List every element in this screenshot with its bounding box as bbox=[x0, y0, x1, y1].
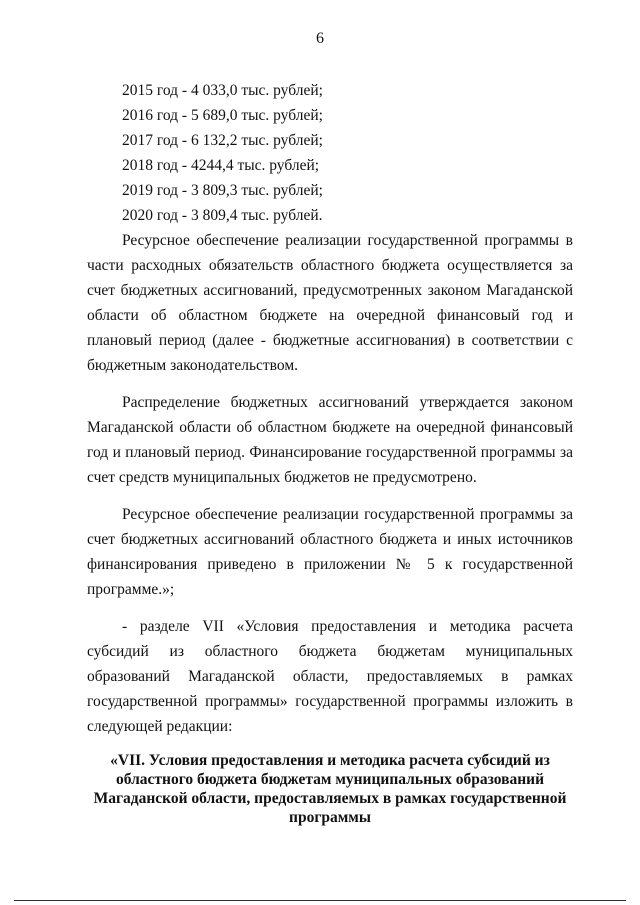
paragraph-section-amendment: - разделе VII «Условия предоставления и методика расчета субсидий из областного бюджета бюджетам муниципальных образований Магаданской области, предоставляемых в рамках государственной программы» государственной программы изложить в следующей редакции: bbox=[87, 618, 573, 735]
funding-year-item: 2015 год - 4 033,0 тыс. рублей; bbox=[122, 82, 323, 99]
funding-year-item: 2020 год - 3 809,4 тыс. рублей. bbox=[122, 207, 323, 224]
funding-year-item: 2017 год - 6 132,2 тыс. рублей; bbox=[122, 132, 323, 149]
funding-year-item: 2016 год - 5 689,0 тыс. рублей; bbox=[122, 107, 323, 124]
section-heading: «VII. Условия предоставления и методика расчета субсидий из областного бюджета бюджетам муниципальных образований Магаданской области, предоставляемых в рамках государственной программы bbox=[93, 752, 567, 826]
paragraph-appendix-reference: Ресурсное обеспечение реализации государственной программы за счет бюджетных ассигнований областного бюджета и иных источников финансирования приведено в приложении № 5 к государственной программе.»; bbox=[87, 506, 573, 598]
funding-by-year-list bbox=[87, 78, 573, 228]
paragraph-budget-distribution: Распределение бюджетных ассигнований утверждается законом Магаданской области об областном бюджете на очередной финансовый год и плановый период. Финансирование государственной программы за счет средств муниципальных бюджетов не предусмотрено. bbox=[87, 394, 573, 486]
footer-divider bbox=[14, 900, 626, 901]
paragraph-resource-provision: Ресурсное обеспечение реализации государственной программы в части расходных обязательств областного бюджета осуществляется за счет бюджетных ассигнований, предусмотренных законом Магаданской области об областном бюджете на очередной финансовый год и плановый период (далее - бюджетные ассигнования) в соответствии с бюджетным законодательством. bbox=[87, 232, 573, 374]
funding-year-item: 2018 год - 4244,4 тыс. рублей; bbox=[122, 157, 320, 174]
funding-year-item: 2019 год - 3 809,3 тыс. рублей; bbox=[122, 182, 323, 199]
page-number: 6 bbox=[316, 30, 324, 47]
document-body bbox=[87, 78, 573, 827]
